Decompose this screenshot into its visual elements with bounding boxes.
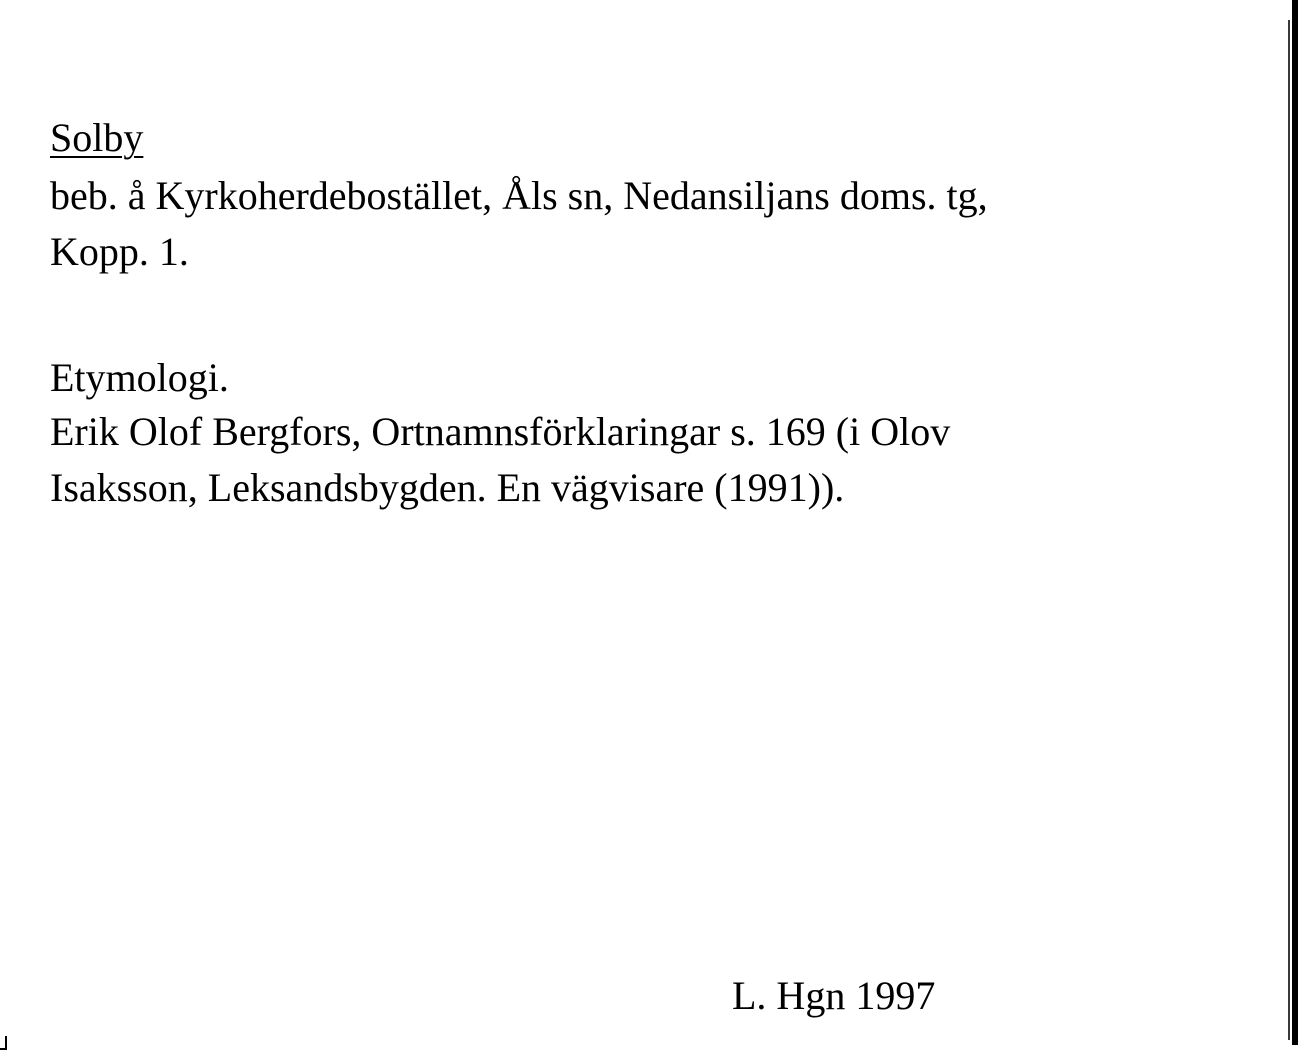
card-edge-shadow <box>1288 20 1290 1040</box>
corner-mark-icon <box>0 1036 8 1052</box>
etymology-heading: Etymologi. <box>50 355 229 400</box>
location-description-line: Kopp. 1. <box>50 229 189 274</box>
card-edge-border <box>1292 0 1298 1045</box>
etymology-reference-line: Isaksson, Leksandsbygden. En vägvisare (1991)). <box>50 465 845 510</box>
etymology-reference-line: Erik Olof Bergfors, Ortnamnsförklaringar s. 169 (i Olov <box>50 409 951 454</box>
place-name-title: Solby <box>50 115 144 160</box>
location-description-line: beb. å Kyrkoherdebostället, Åls sn, Nedansiljans doms. tg, <box>50 173 988 218</box>
author-signature: L. Hgn 1997 <box>732 973 936 1018</box>
